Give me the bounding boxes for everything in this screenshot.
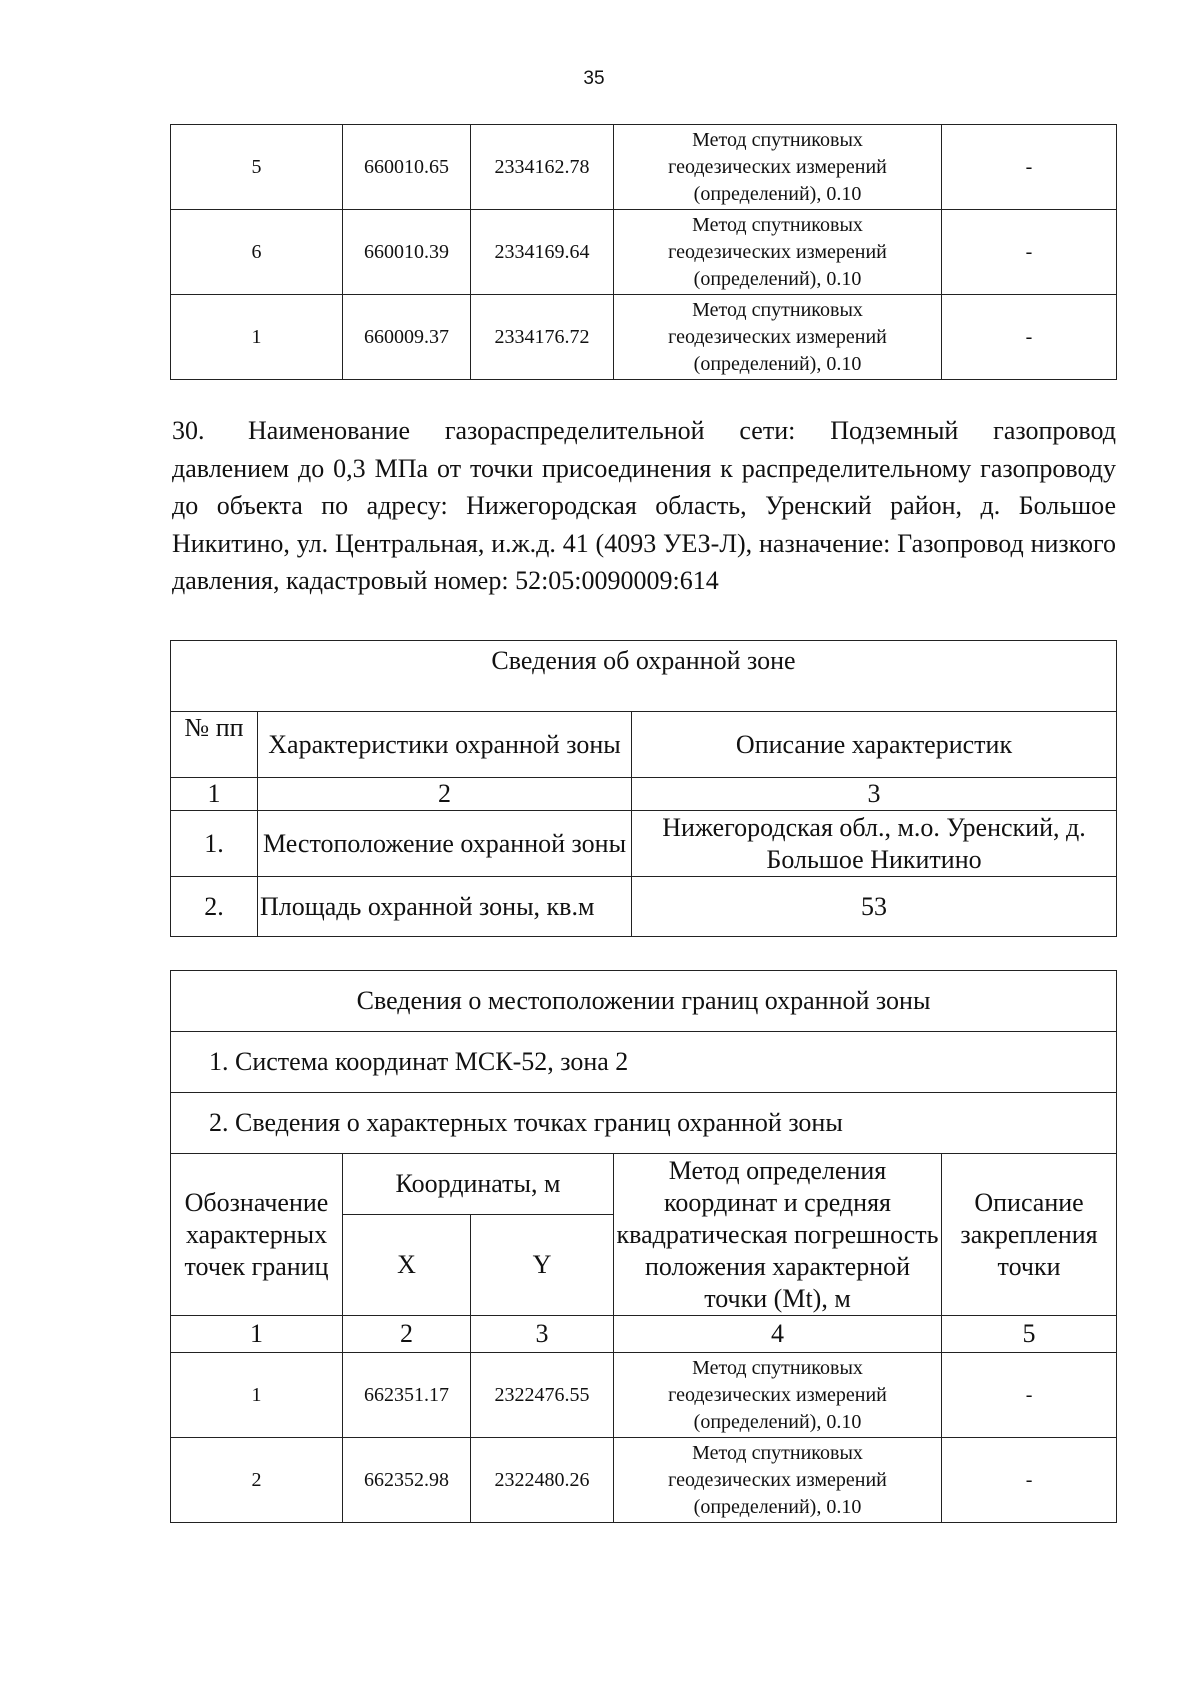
fix-description: - [942,125,1117,210]
fix-description: - [942,1438,1117,1523]
column-index: 4 [614,1316,942,1353]
coord-x: 660010.39 [343,210,471,295]
column-header-characteristic: Характеристики охранной зоны [258,712,632,778]
column-header-y: Y [471,1215,614,1316]
point-number: 5 [171,125,343,210]
point-number: 1 [171,295,343,380]
coord-y: 2322476.55 [471,1353,614,1438]
coord-y: 2322480.26 [471,1438,614,1523]
column-header-fix: Описание закрепления точки [942,1154,1117,1316]
boundary-location-table [170,970,1117,1523]
points-section-title: 2. Сведения о характерных точках границ охранной зоны [171,1093,1117,1154]
table-row [171,210,1117,295]
column-index: 2 [258,778,632,811]
section-text: Наименование газораспределительной сети: Подземный газопровод давлением до 0,3 МПа от точки присоединения к распределительному газопроводу до объекта по адресу: Нижегородская область, Уренский район, д. Большое Никитино, ул. Центральная, и.ж.д. 41 (4093 УЕЗ-Л), назначение: Газопровод низкого давления, кадастровый номер: 52:05:0090009:614 [172,416,1116,595]
column-header-coordinates: Координаты, м [343,1154,614,1215]
section-paragraph [172,412,1116,600]
method-cell: Метод спутниковых геодезических измерений (определений), 0.10 [614,295,942,380]
table-row [171,295,1117,380]
point-number: 6 [171,210,343,295]
section-number: 30. [172,416,205,445]
column-header-description: Описание характеристик [632,712,1117,778]
coordinates-table-continued [170,124,1117,380]
column-header-designation: Обозначение характерных точек границ [171,1154,343,1316]
method-cell: Метод спутниковых геодезических измерений (определений), 0.10 [614,210,942,295]
column-index: 5 [942,1316,1117,1353]
method-cell: Метод спутниковых геодезических измерений (определений), 0.10 [614,1438,942,1523]
column-header-method: Метод определения координат и средняя квадратическая погрешность положения характерной точки (Mt), м [614,1154,942,1316]
characteristic: Площадь охранной зоны, кв.м [258,877,632,937]
coord-x: 662352.98 [343,1438,471,1523]
table-row [171,1353,1117,1438]
fix-description: - [942,210,1117,295]
row-number: 2. [171,877,258,937]
point-number: 1 [171,1353,343,1438]
table-title: Сведения о местоположении границ охранной зоны [171,971,1117,1032]
column-header-x: X [343,1215,471,1316]
table-row [171,811,1117,877]
coord-x: 660009.37 [343,295,471,380]
column-index: 3 [471,1316,614,1353]
table-title: Сведения об охранной зоне [171,641,1117,712]
protection-zone-table [170,640,1117,937]
table-row [171,1438,1117,1523]
column-index: 1 [171,778,258,811]
coord-x: 662351.17 [343,1353,471,1438]
column-index: 1 [171,1316,343,1353]
point-number: 2 [171,1438,343,1523]
fix-description: - [942,295,1117,380]
coord-y: 2334169.64 [471,210,614,295]
description: Нижегородская обл., м.о. Уренский, д. Большое Никитино [632,811,1117,877]
fix-description: - [942,1353,1117,1438]
description: 53 [632,877,1117,937]
coord-y: 2334162.78 [471,125,614,210]
coord-x: 660010.65 [343,125,471,210]
column-index: 2 [343,1316,471,1353]
column-header-number: № пп [171,712,258,778]
characteristic: Местоположение охранной зоны [258,811,632,877]
table-row [171,125,1117,210]
row-number: 1. [171,811,258,877]
coord-y: 2334176.72 [471,295,614,380]
method-cell: Метод спутниковых геодезических измерений (определений), 0.10 [614,1353,942,1438]
method-cell: Метод спутниковых геодезических измерений (определений), 0.10 [614,125,942,210]
page-number: 35 [583,68,605,89]
column-index: 3 [632,778,1117,811]
coordinate-system: 1. Система координат МСК-52, зона 2 [171,1032,1117,1093]
table-row [171,877,1117,937]
